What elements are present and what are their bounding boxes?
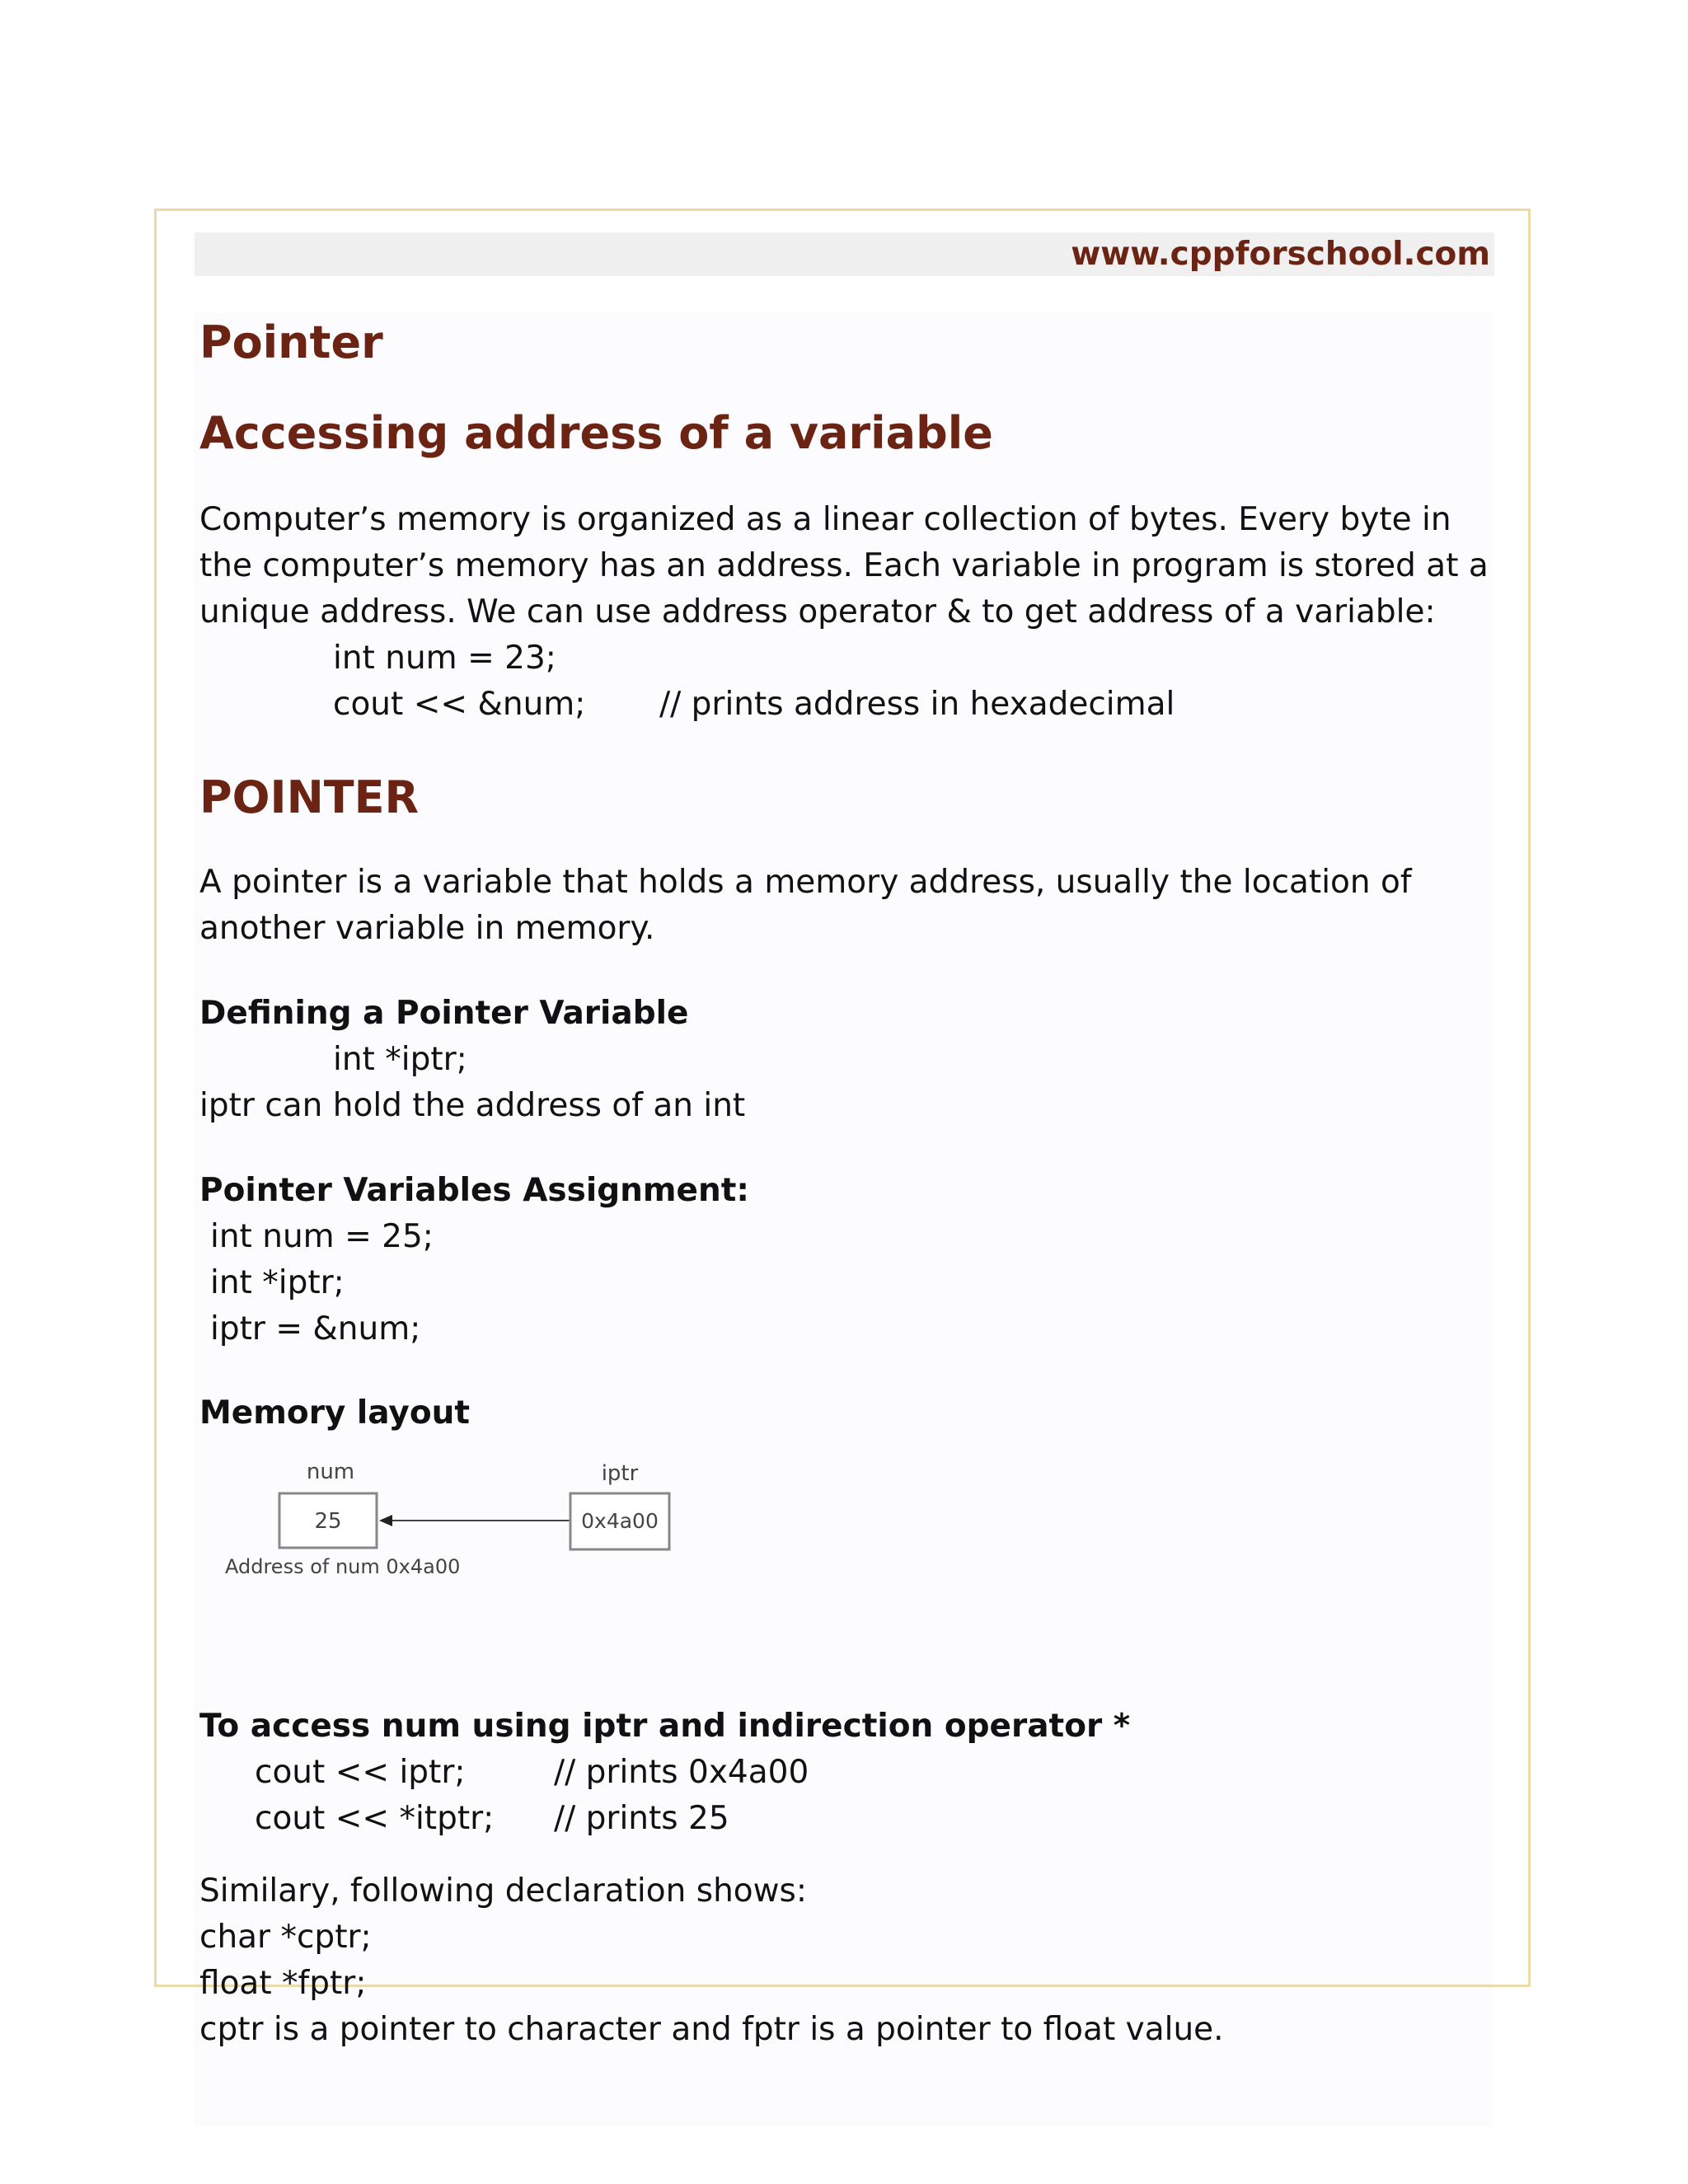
- code-comment: // prints 25: [554, 1800, 729, 1837]
- address-caption: Address of num 0x4a00: [225, 1555, 461, 1578]
- section-heading-pointer: POINTER: [199, 771, 420, 823]
- code-line: cout << iptr;: [255, 1754, 466, 1791]
- paragraph-line: unique address. We can use address operator & to get address of a variable:: [199, 593, 1436, 630]
- paragraph-line: cptr is a pointer to character and fptr is a pointer to float value.: [199, 2011, 1224, 2048]
- page-title: Pointer: [199, 316, 383, 368]
- code-line: int num = 23;: [333, 640, 556, 677]
- iptr-label: iptr: [601, 1461, 639, 1486]
- section-heading-accessing-address: Accessing address of a variable: [199, 407, 993, 459]
- code-line: cout << &num;: [333, 686, 586, 723]
- paragraph-line: Computer’s memory is organized as a linear collection of bytes. Every byte in: [199, 501, 1451, 538]
- site-url[interactable]: www.cppforschool.com: [1071, 236, 1490, 273]
- paragraph-line: A pointer is a variable that holds a memory address, usually the location of: [199, 864, 1412, 901]
- pointer-arrowhead: [379, 1515, 392, 1526]
- code-line: float *fptr;: [199, 1965, 367, 2002]
- code-comment: // prints 0x4a00: [554, 1754, 809, 1791]
- paragraph-line: Similary, following declaration shows:: [199, 1872, 808, 1910]
- memory-layout-diagram: [199, 1448, 694, 1580]
- code-line: cout << *itptr;: [255, 1800, 495, 1837]
- num-label: num: [306, 1460, 355, 1484]
- site-header: [195, 232, 1494, 276]
- iptr-value: 0x4a00: [581, 1509, 659, 1533]
- code-line: int *iptr;: [333, 1041, 467, 1078]
- subheading-access-num: To access num using iptr and indirection operator *: [199, 1708, 1131, 1745]
- paragraph-line: the computer’s memory has an address. Each variable in program is stored at a: [199, 547, 1489, 584]
- code-comment: // prints address in hexadecimal: [659, 686, 1175, 723]
- subheading-memory-layout: Memory layout: [199, 1394, 471, 1432]
- paragraph-line: iptr can hold the address of an int: [199, 1087, 746, 1124]
- code-line: iptr = &num;: [210, 1310, 421, 1347]
- subheading-defining-pointer: Defining a Pointer Variable: [199, 995, 689, 1032]
- code-line: int *iptr;: [210, 1264, 345, 1301]
- paragraph-line: another variable in memory.: [199, 910, 655, 947]
- code-line: char *cptr;: [199, 1919, 372, 1956]
- code-line: int num = 25;: [210, 1218, 434, 1255]
- subheading-pointer-assignment: Pointer Variables Assignment:: [199, 1172, 749, 1209]
- num-value: 25: [314, 1509, 342, 1534]
